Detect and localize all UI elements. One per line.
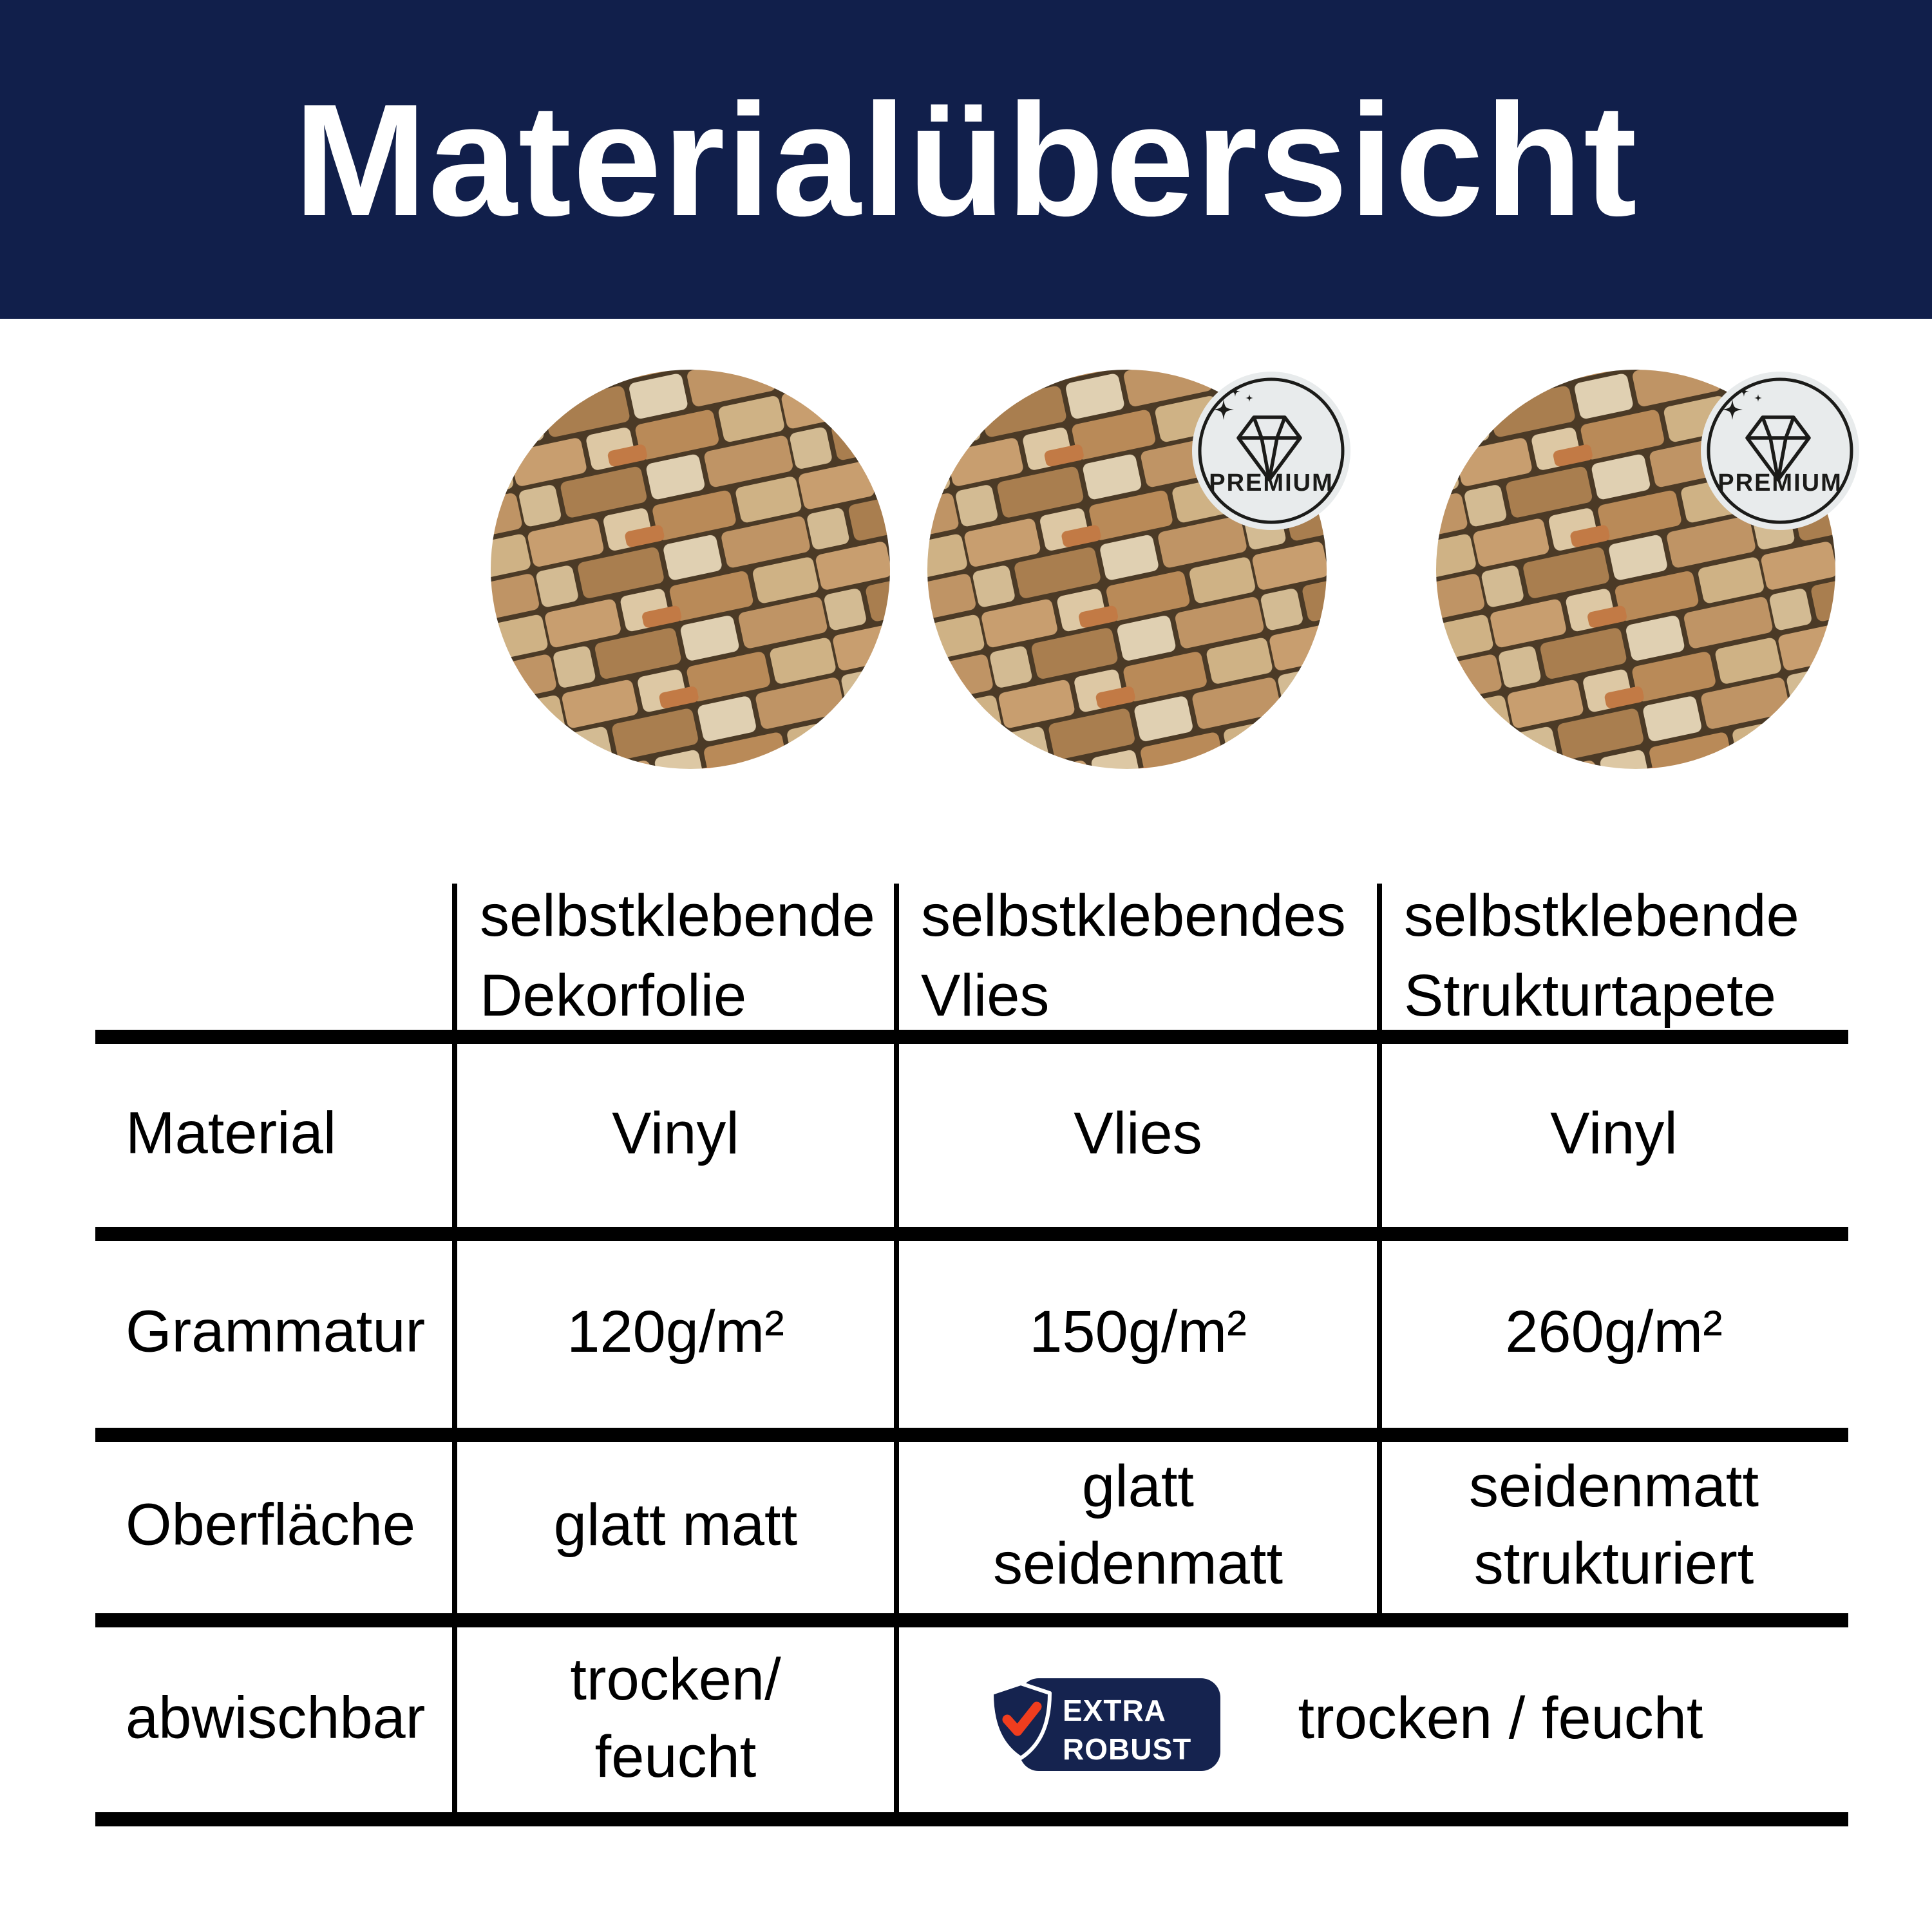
stone-texture-image <box>491 370 890 769</box>
cell-line: seidenmatt <box>992 1531 1283 1596</box>
premium-badge <box>1700 370 1861 531</box>
robust-badge-line1: EXTRA <box>1063 1694 1166 1727</box>
table-divider-label-col1 <box>452 884 457 1826</box>
cell-grammatur-strukturtapete: 260g/m² <box>1505 1299 1723 1365</box>
column-header-line: Dekorfolie <box>480 963 747 1028</box>
table-divider-col1-col2 <box>894 884 899 1826</box>
column-header-line: selbstklebende <box>1404 883 1799 949</box>
cell-material-dekorfolie: Vinyl <box>612 1101 739 1166</box>
cell-grammatur-dekorfolie: 120g/m² <box>567 1299 784 1365</box>
column-header-vlies <box>921 876 1346 1036</box>
table-line-under-oberflaeche <box>95 1613 1848 1627</box>
robust-badge-line2: ROBUST <box>1063 1732 1192 1766</box>
column-header-line: Vlies <box>921 963 1050 1028</box>
cell-line: glatt <box>1082 1454 1194 1519</box>
premium-badge-label: PREMIUM <box>1718 469 1842 497</box>
badge-disc <box>1192 372 1350 530</box>
premium-badge <box>1191 370 1352 531</box>
cell-line: feucht <box>594 1724 757 1790</box>
row-label-abwischbar: abwischbar <box>126 1685 426 1751</box>
column-header-line: Strukturtapete <box>1404 963 1776 1028</box>
row-label-grammatur: Grammatur <box>126 1298 426 1365</box>
page-title: Materialübersicht <box>294 70 1638 249</box>
cell-oberflaeche-dekorfolie: glatt matt <box>553 1492 798 1558</box>
table-divider-col2-col3 <box>1377 884 1382 1627</box>
cell-line: seidenmatt <box>1468 1454 1759 1519</box>
title-banner <box>0 0 1932 319</box>
cell-grammatur-vlies: 150g/m² <box>1029 1299 1247 1365</box>
cell-line: trocken/ <box>570 1647 781 1712</box>
swatch-dekorfolie <box>491 370 890 769</box>
badge-disc <box>1701 372 1859 530</box>
table-line-under-grammatur <box>95 1428 1848 1442</box>
table-line-under-material <box>95 1227 1848 1241</box>
row-label-material: Material <box>126 1100 337 1166</box>
cell-material-vlies: Vlies <box>1074 1101 1202 1166</box>
cell-abwischbar-dekorfolie <box>570 1641 781 1795</box>
column-header-dekorfolie <box>480 876 875 1036</box>
premium-badge-label: PREMIUM <box>1209 469 1334 497</box>
cell-abwischbar-merged: trocken / feucht <box>1298 1685 1703 1751</box>
cell-oberflaeche-vlies <box>993 1448 1283 1602</box>
cell-oberflaeche-strukturtapete <box>1469 1448 1759 1602</box>
cell-material-strukturtapete: Vinyl <box>1550 1101 1678 1166</box>
column-header-line: selbstklebendes <box>921 883 1346 949</box>
row-label-oberflaeche: Oberfläche <box>126 1492 416 1558</box>
column-header-strukturtapete <box>1404 876 1799 1036</box>
cell-line: strukturiert <box>1473 1531 1754 1596</box>
table-line-bottom <box>95 1812 1848 1826</box>
column-header-line: selbstklebende <box>480 883 875 949</box>
extra-robust-badge <box>984 1673 1229 1776</box>
